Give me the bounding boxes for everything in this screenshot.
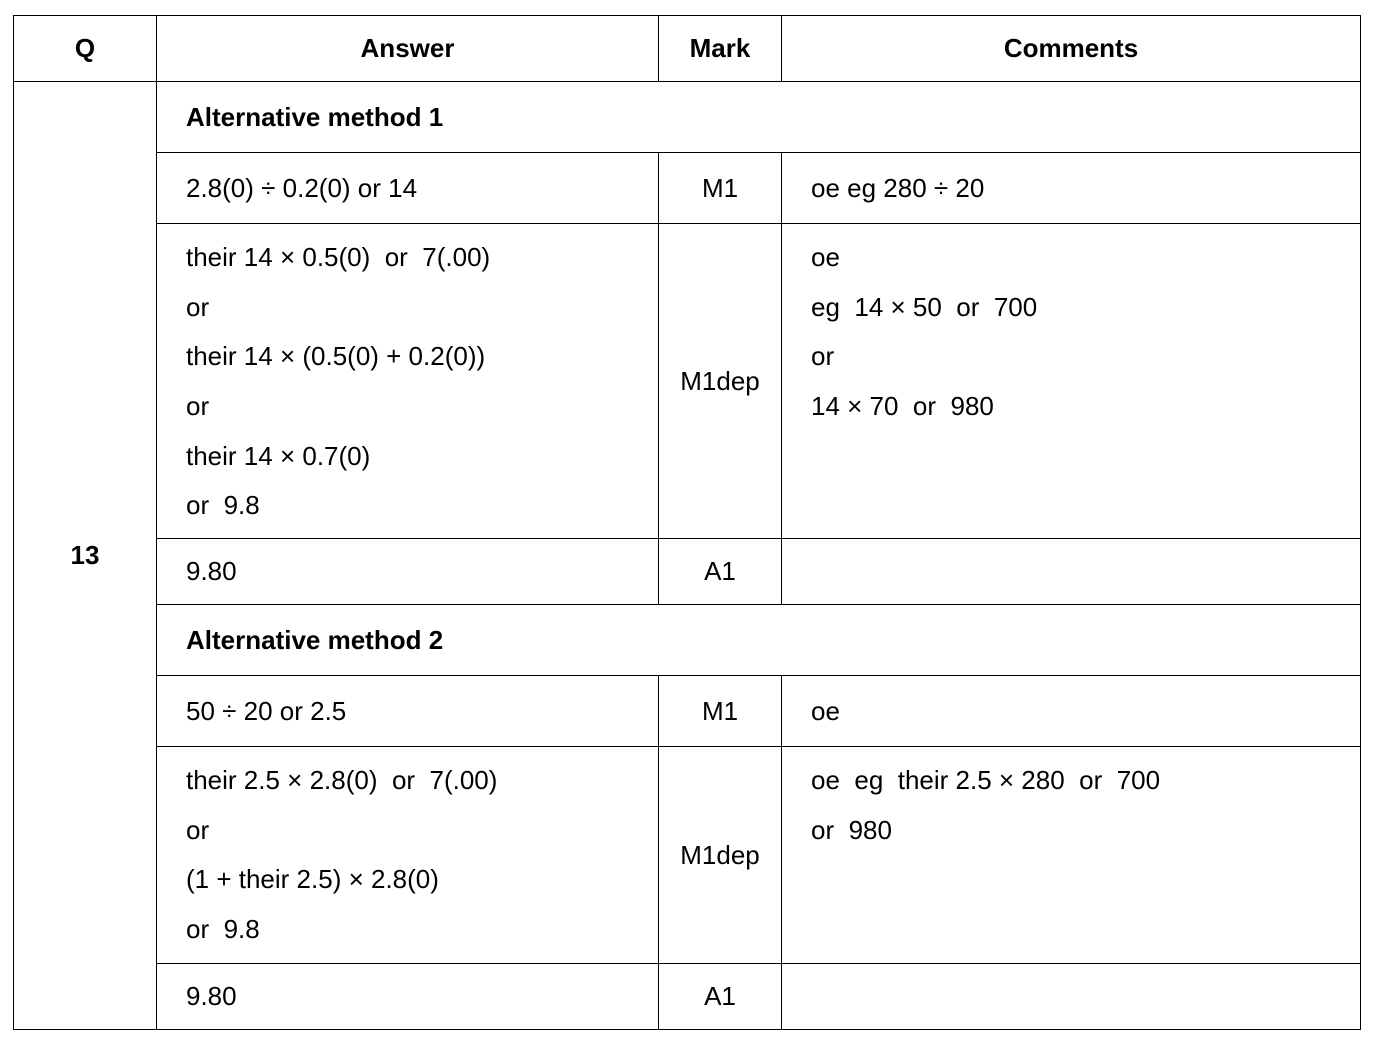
method2-title-row — [14, 605, 1361, 676]
header-mark: Mark — [659, 16, 782, 82]
method1-title: Alternative method 1 — [157, 82, 1361, 153]
header-answer: Answer — [157, 16, 659, 82]
comment-cell: oe eg 280 ÷ 20 — [782, 153, 1361, 224]
comment-line: 14 × 70 or 980 — [811, 391, 994, 422]
answer-cell: 2.8(0) ÷ 0.2(0) or 14 — [157, 153, 659, 224]
mark-scheme-table — [13, 15, 1361, 1030]
table-row — [14, 747, 1361, 964]
answer-line: their 2.5 × 2.8(0) or 7(.00) — [186, 765, 498, 795]
comment-cell — [782, 539, 1361, 605]
answer-cell — [157, 747, 659, 964]
table-row — [14, 539, 1361, 605]
table-row — [14, 676, 1361, 747]
mark-cell: A1 — [659, 964, 782, 1030]
method2-title: Alternative method 2 — [157, 605, 1361, 676]
answer-cell: 9.80 — [157, 964, 659, 1030]
answer-line: or 9.8 — [186, 490, 260, 521]
answer-line: or — [186, 814, 210, 845]
answer-cell: 50 ÷ 20 or 2.5 — [157, 676, 659, 747]
comment-line: eg 14 × 50 or 700 — [811, 291, 1038, 322]
method1-title-row — [14, 82, 1361, 153]
table-row — [14, 964, 1361, 1030]
comment-line: oe eg their 2.5 × 280 or 700 — [811, 765, 1161, 795]
mark-cell: M1dep — [659, 747, 782, 964]
mark-cell: M1 — [659, 153, 782, 224]
answer-line: or 9.8 — [186, 914, 260, 945]
comment-line: or 980 — [811, 814, 892, 845]
answer-line: or — [186, 391, 210, 422]
answer-cell: 9.80 — [157, 539, 659, 605]
answer-line: their 14 × 0.7(0) — [186, 440, 371, 471]
header-comments: Comments — [782, 16, 1361, 82]
answer-line: their 14 × 0.5(0) or 7(.00) — [186, 242, 491, 272]
answer-line: their 14 × (0.5(0) + 0.2(0)) — [186, 341, 486, 372]
comment-cell: oe — [782, 676, 1361, 747]
comment-line: oe — [811, 242, 840, 272]
answer-cell — [157, 224, 659, 539]
comment-line: or — [811, 341, 835, 372]
table-row — [14, 224, 1361, 539]
header-q: Q — [14, 16, 157, 82]
answer-line: or — [186, 291, 210, 322]
comment-cell — [782, 964, 1361, 1030]
header-row — [14, 16, 1361, 82]
mark-cell: M1 — [659, 676, 782, 747]
table-row — [14, 153, 1361, 224]
mark-cell: A1 — [659, 539, 782, 605]
answer-line: (1 + their 2.5) × 2.8(0) — [186, 864, 439, 895]
comment-cell — [782, 224, 1361, 539]
comment-cell — [782, 747, 1361, 964]
question-number: 13 — [14, 82, 157, 1030]
mark-cell: M1dep — [659, 224, 782, 539]
